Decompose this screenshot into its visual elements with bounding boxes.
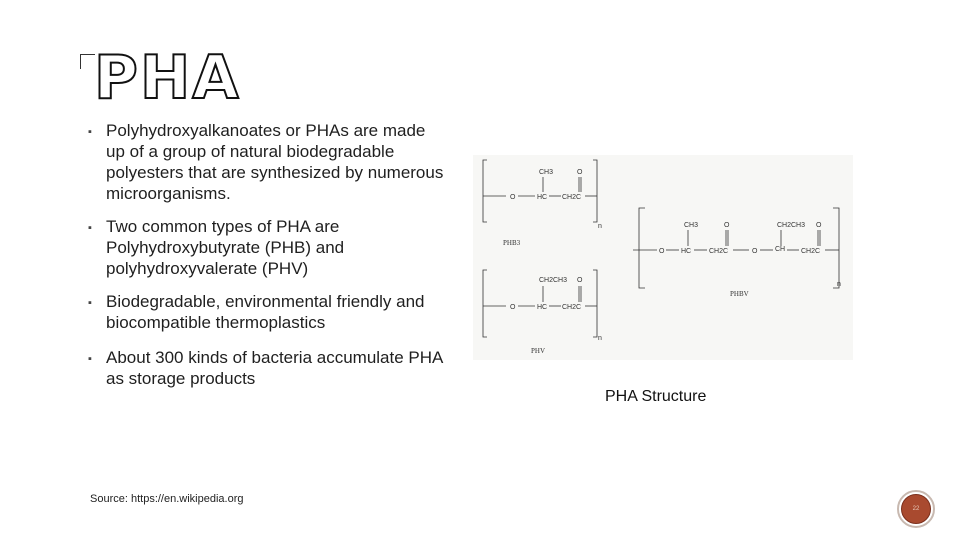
bullet-marker-icon: ▪ — [88, 353, 92, 365]
phbv-atom-ch2c-2: CH2C — [801, 248, 821, 255]
bullet-list — [88, 120, 448, 401]
phb-structure — [483, 160, 602, 247]
bullet-text: Polyhydroxyalkanoates or PHAs are made up of a group of natural biodegradable polyesters that are synthesized by numerous microorganisms. — [106, 121, 444, 203]
figure-caption: PHA Structure — [605, 388, 707, 405]
phb-carbonyl-o: O — [577, 169, 583, 176]
slide-title: PHA — [94, 43, 241, 113]
phbv-atom-o2: O — [752, 248, 758, 255]
phbv-atom-hc: HC — [681, 248, 692, 255]
bullet-item — [88, 291, 448, 333]
phv-carbonyl-o: O — [577, 277, 583, 284]
phv-atom-hc: HC — [537, 304, 548, 311]
bullet-item — [88, 120, 448, 204]
phbv-carbonyl-o1: O — [724, 222, 730, 229]
phb-atom-o: O — [510, 194, 516, 201]
phv-side-group: CH2CH3 — [539, 277, 568, 284]
source-citation: Source: https://en.wikipedia.org — [90, 493, 244, 505]
phb-repeat-n: n — [598, 223, 602, 230]
phv-atom-ch2c: CH2C — [562, 304, 582, 311]
phb-side-group: CH3 — [539, 169, 554, 176]
phbv-carbonyl-o2: O — [816, 222, 822, 229]
slide-number: 22 — [912, 506, 920, 512]
phbv-label: PHBV — [730, 290, 749, 298]
bullet-marker-icon: ▪ — [88, 222, 92, 234]
phbv-atom-ch2c-1: CH2C — [709, 248, 729, 255]
phv-atom-o: O — [510, 304, 516, 311]
bullet-marker-icon: ▪ — [88, 126, 92, 138]
slide-number-badge — [897, 490, 935, 528]
bullet-item — [88, 347, 448, 389]
phb-atom-ch2c: CH2C — [562, 194, 582, 201]
phbv-structure — [633, 208, 841, 298]
bullet-text: Two common types of PHA are Polyhydroxybutyrate (PHB) and polyhydroxyvalerate (PHV) — [106, 217, 345, 278]
phb-atom-hc: HC — [537, 194, 548, 201]
bullet-item — [88, 216, 448, 279]
phbv-repeat-n: n — [837, 281, 841, 288]
phbv-atom-ch: CH — [775, 246, 786, 253]
pha-structure-figure — [473, 155, 853, 360]
bullet-marker-icon: ▪ — [88, 297, 92, 309]
title-corner-frame — [80, 54, 95, 69]
phbv-atom-o1: O — [659, 248, 665, 255]
bullet-text: About 300 kinds of bacteria accumulate PHA as storage products — [106, 348, 443, 388]
slide-number-circle — [901, 494, 931, 524]
phv-label: PHV — [531, 347, 546, 355]
phbv-side-ch2ch3: CH2CH3 — [777, 222, 806, 229]
phv-structure — [483, 270, 602, 355]
phb-label: PHB3 — [503, 239, 521, 247]
bullet-text: Biodegradable, environmental friendly and biocompatible thermoplastics — [106, 292, 425, 332]
phbv-side-ch3: CH3 — [684, 222, 699, 229]
phv-repeat-n: n — [598, 335, 602, 342]
